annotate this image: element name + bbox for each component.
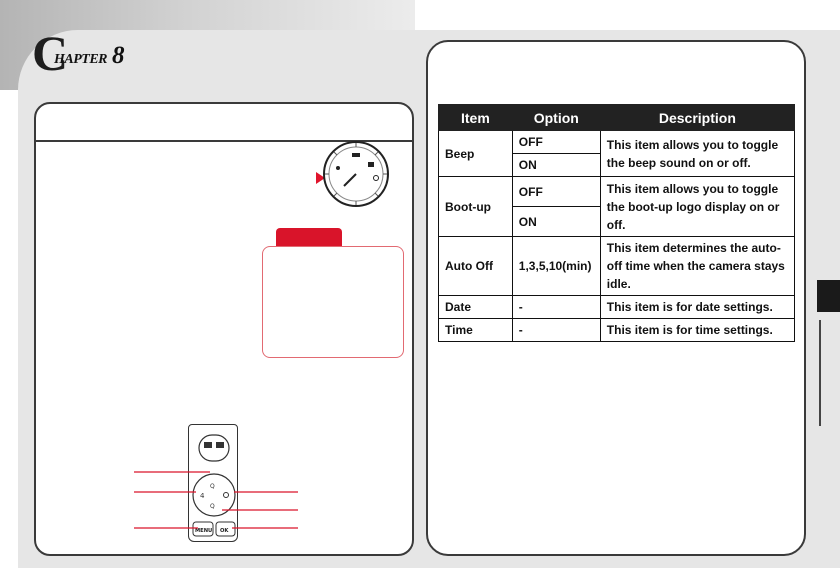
item-autooff: Auto Off xyxy=(439,237,513,296)
chapter-word: HAPTER xyxy=(54,52,108,67)
chapter-number: 8 xyxy=(112,42,125,69)
svg-text:Q: Q xyxy=(210,503,215,510)
table-row-autooff xyxy=(439,237,795,296)
item-date: Date xyxy=(439,296,513,319)
desc-beep: This item allows you to toggle the beep sound on or off. xyxy=(600,131,794,177)
option-bootup-on: ON xyxy=(512,207,600,237)
note-tab xyxy=(276,228,342,246)
desc-bootup: This item allows you to toggle the boot-up logo display on or off. xyxy=(600,177,794,237)
ok-button-label: OK xyxy=(220,528,229,534)
item-bootup: Boot-up xyxy=(439,177,513,237)
chapter-letter: C xyxy=(32,25,69,81)
left-panel xyxy=(34,102,414,556)
option-time: - xyxy=(512,319,600,342)
header-description: Description xyxy=(600,105,794,131)
menu-button-label: MENU xyxy=(195,528,213,534)
option-beep-on: ON xyxy=(512,154,600,177)
mode-dial-icon xyxy=(322,140,390,208)
option-date: - xyxy=(512,296,600,319)
desc-date: This item is for date settings. xyxy=(600,296,794,319)
table-row-bootup xyxy=(439,177,795,207)
table-row-time xyxy=(439,319,795,342)
header-item: Item xyxy=(439,105,513,131)
chapter-side-tab xyxy=(817,280,840,312)
settings-table xyxy=(438,104,795,342)
side-divider xyxy=(819,320,821,426)
item-beep: Beep xyxy=(439,131,513,177)
header-option: Option xyxy=(512,105,600,131)
left-panel-header xyxy=(36,104,412,142)
item-time: Time xyxy=(439,319,513,342)
svg-text:4: 4 xyxy=(200,492,205,500)
table-row-beep xyxy=(439,131,795,154)
desc-time: This item is for time settings. xyxy=(600,319,794,342)
right-panel xyxy=(426,40,806,556)
option-bootup-off: OFF xyxy=(512,177,600,207)
option-beep-off: OFF xyxy=(512,131,600,154)
note-box xyxy=(262,246,404,358)
svg-text:Q: Q xyxy=(210,483,215,490)
option-autooff: 1,3,5,10(min) xyxy=(512,237,600,296)
table-header-row xyxy=(439,105,795,131)
camera-buttons-illustration xyxy=(189,425,239,543)
camera-button-panel xyxy=(188,424,238,542)
desc-autooff: This item determines the auto-off time when the camera stays idle. xyxy=(600,237,794,296)
chapter-logo xyxy=(32,25,132,81)
table-row-date xyxy=(439,296,795,319)
